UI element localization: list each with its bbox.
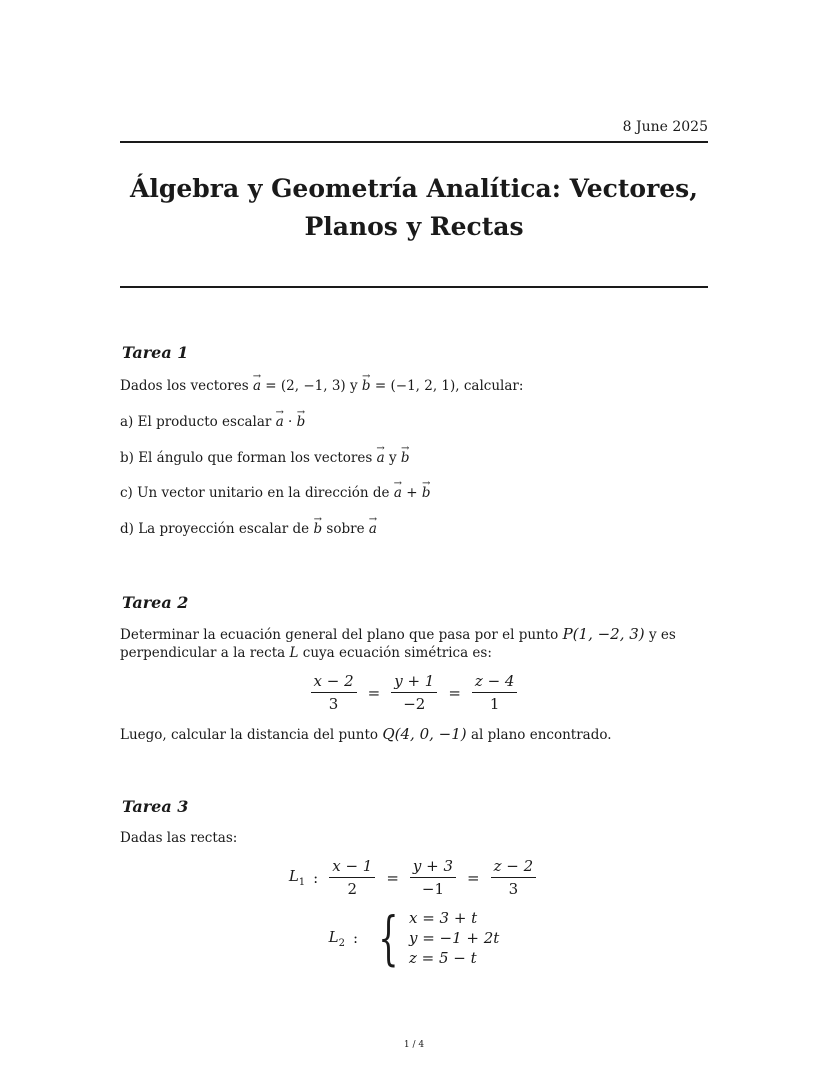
l1-label-letter: L: [288, 867, 299, 885]
l1-fraction-y-numerator: y + 3: [410, 857, 456, 878]
after-suffix: al plano encontrado.: [470, 727, 612, 743]
title-rule: [120, 286, 708, 288]
l1-fraction-y-denominator: −1: [421, 880, 445, 898]
l1-fraction-z-numerator: z − 2: [491, 857, 537, 878]
fraction-y-numerator: y + 1: [391, 672, 437, 693]
document-date: 8 June 2025: [622, 119, 708, 135]
l1-fraction-x-denominator: 2: [347, 880, 358, 898]
l2-label: [329, 928, 345, 949]
item-d-sobre: sobre: [326, 521, 365, 537]
tarea-2-line-2: [120, 643, 492, 663]
line1-prefix: Determinar la ecuación general del plano que pasa por el punto: [120, 627, 559, 643]
l1-fraction-x-numerator: x − 1: [329, 857, 375, 878]
l2-label-subscript: 2: [338, 937, 345, 949]
left-brace: {: [378, 904, 399, 972]
dot-operator: ·: [288, 414, 293, 430]
parametric-z: z = 5 − t: [408, 949, 477, 967]
intro-suffix: , calcular:: [455, 378, 524, 394]
symmetric-equation: [0, 672, 828, 713]
item-c-text: c) Un vector unitario en la dirección de: [120, 485, 390, 501]
item-b-text: b) El ángulo que forman los vectores: [120, 450, 373, 466]
l1-label-subscript: 1: [298, 877, 306, 888]
vector-b-value: (−1, 2, 1): [390, 378, 456, 394]
vector-b-symbol: → b: [362, 376, 371, 396]
equals-sign: =: [367, 683, 381, 702]
parametric-y: y = −1 + 2t: [408, 929, 500, 947]
fraction-z: [472, 672, 518, 713]
equals-sign: =: [265, 378, 277, 394]
header-rule: [120, 141, 708, 143]
tarea-1-item-a: [120, 412, 305, 432]
tarea-1-item-d: [120, 519, 377, 539]
vector-b-symbol: → b: [401, 448, 410, 468]
title-line-1: Álgebra y Geometría Analítica: Vectores,: [130, 174, 698, 203]
vector-b-symbol: → b: [313, 519, 322, 539]
fraction-y-denominator: −2: [403, 695, 426, 713]
line1-suffix: y es: [648, 627, 676, 643]
tarea-3-intro: Dadas las rectas:: [120, 830, 238, 846]
fraction-x: [311, 672, 357, 713]
tarea-3-title: Tarea 3: [122, 797, 189, 816]
item-a-text: a) El producto escalar: [120, 414, 272, 430]
line-L: L: [289, 645, 299, 661]
tarea-2-after: [120, 724, 612, 745]
colon: :: [353, 929, 359, 947]
fraction-x-numerator: x − 2: [311, 672, 357, 693]
vector-a-symbol: → a: [377, 448, 385, 468]
line2-suffix: cuya ecuación simétrica es:: [302, 645, 492, 661]
parametric-x: x = 3 + t: [408, 909, 478, 927]
fraction-y: [391, 672, 437, 713]
intro-prefix: Dados los vectores: [120, 378, 249, 394]
page-number: 1 / 4: [403, 1040, 425, 1050]
tarea-1-intro: [120, 376, 523, 396]
l1-fraction-z-denominator: 3: [508, 880, 519, 898]
equals-sign: =: [467, 868, 480, 887]
tarea-1-item-c: [120, 483, 430, 503]
document-title: [120, 170, 708, 246]
item-d-text: d) La proyección escalar de: [120, 521, 310, 537]
fraction-z-numerator: z − 4: [472, 672, 518, 693]
tarea-1-item-b: [120, 448, 410, 468]
tarea-2-title: Tarea 2: [122, 593, 189, 612]
item-b-y: y: [388, 450, 397, 466]
vector-b-symbol: → b: [422, 483, 431, 503]
after-prefix: Luego, calcular la distancia del punto: [120, 727, 379, 743]
parametric-system: [366, 904, 500, 972]
title-line-2: Planos y Rectas: [304, 212, 524, 241]
fraction-z-denominator: 1: [489, 695, 500, 713]
equals-sign: =: [448, 683, 461, 702]
l1-label: [289, 867, 305, 888]
vector-b-symbol: → b: [297, 412, 306, 432]
intro-y: y: [349, 378, 358, 394]
point-p: P(1, −2, 3): [562, 625, 645, 643]
vector-a-value: (2, −1, 3): [280, 378, 346, 394]
line-l1-equation: [0, 857, 828, 898]
plus-operator: +: [406, 485, 418, 501]
vector-a-symbol: → a: [369, 519, 377, 539]
point-q: Q(4, 0, −1): [382, 725, 467, 743]
l1-fraction-x: [329, 857, 375, 898]
equals-sign: =: [374, 378, 387, 394]
tarea-1-title: Tarea 1: [122, 343, 189, 362]
vector-a-symbol: → a: [253, 376, 261, 396]
equals-sign: =: [386, 868, 399, 887]
l1-fraction-z: [491, 857, 537, 898]
l2-label-letter: L: [328, 927, 339, 946]
l1-fraction-y: [410, 857, 456, 898]
vector-a-symbol: → a: [394, 483, 402, 503]
vector-a-symbol: → a: [276, 412, 284, 432]
fraction-x-denominator: 3: [328, 695, 339, 713]
line2-prefix: perpendicular a la recta: [120, 645, 286, 661]
tarea-2-line-1: [120, 624, 676, 645]
line-l2-system: [0, 904, 828, 972]
colon: :: [313, 868, 319, 887]
